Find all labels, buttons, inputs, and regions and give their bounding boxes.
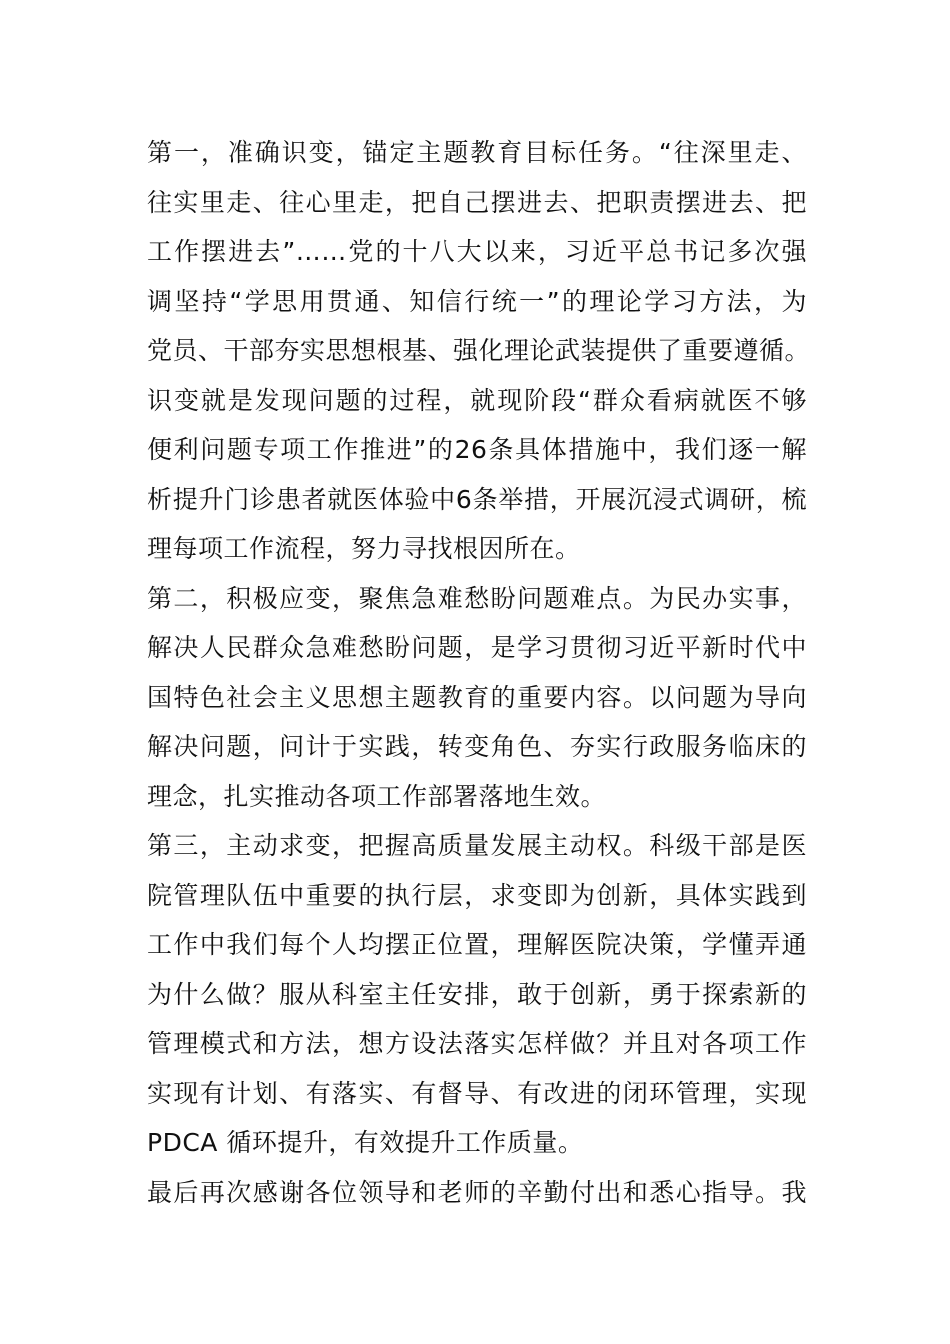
document-body	[147, 128, 811, 1217]
paragraph-3-line-2: 院管理队伍中重要的执行层，求变即为创新，具体实践到	[147, 880, 807, 910]
paragraph-1-line-5: 党员、干部夯实思想根基、强化理论武装提供了重要遵循。	[147, 336, 811, 365]
paragraph-1-line-1: 第一，准确识变，锚定主题教育目标任务。“往深里走、	[147, 138, 807, 167]
paragraph-1-line-9: 理每项工作流程，努力寻找根因所在。	[147, 534, 581, 563]
paragraph-1-line-8: 析提升门诊患者就医体验中6条举措，开展沉浸式调研，梳	[147, 484, 807, 514]
paragraph-1-line-4: 调坚持“学思用贯通、知信行统一”的理论学习方法，为	[147, 286, 807, 316]
paragraph-1-line-2: 往实里走、往心里走，把自己摆进去、把职责摆进去、把	[147, 187, 807, 217]
paragraph-3-line-1: 第三，主动求变，把握高质量发展主动权。科级干部是医	[147, 831, 807, 860]
paragraph-1-line-7: 便利问题专项工作推进”的26条具体措施中，我们逐一解	[147, 435, 807, 464]
paragraph-3-line-5: 管理模式和方法，想方设法落实怎样做？并且对各项工作	[147, 1029, 807, 1058]
paragraph-3-line-3: 工作中我们每个人均摆正位置，理解医院决策，学懂弄通	[147, 930, 807, 959]
paragraph-3-line-7: PDCA 循环提升，有效提升工作质量。	[147, 1128, 584, 1157]
paragraph-2-line-2: 解决人民群众急难愁盼问题，是学习贯彻习近平新时代中	[147, 633, 807, 662]
paragraph-2-line-3: 国特色社会主义思想主题教育的重要内容。以问题为导向	[147, 682, 807, 712]
paragraph-3-line-6: 实现有计划、有落实、有督导、有改进的闭环管理，实现	[147, 1078, 807, 1108]
paragraph-1-line-3: 工作摆进去”……党的十八大以来，习近平总书记多次强	[147, 237, 807, 266]
paragraph-3-line-4: 为什么做？服从科室主任安排，敢于创新，勇于探索新的	[147, 979, 807, 1009]
paragraph-4-line-1: 最后再次感谢各位领导和老师的辛勤付出和悉心指导。我	[147, 1177, 807, 1207]
paragraph-1-line-6: 识变就是发现问题的过程，就现阶段“群众看病就医不够	[147, 385, 807, 415]
paragraph-2-line-4: 解决问题，问计于实践，转变角色、夯实行政服务临床的	[147, 732, 807, 761]
paragraph-2-line-5: 理念，扎实推动各项工作部署落地生效。	[147, 781, 607, 811]
paragraph-2-line-1: 第二，积极应变，聚焦急难愁盼问题难点。为民办实事，	[147, 583, 807, 613]
